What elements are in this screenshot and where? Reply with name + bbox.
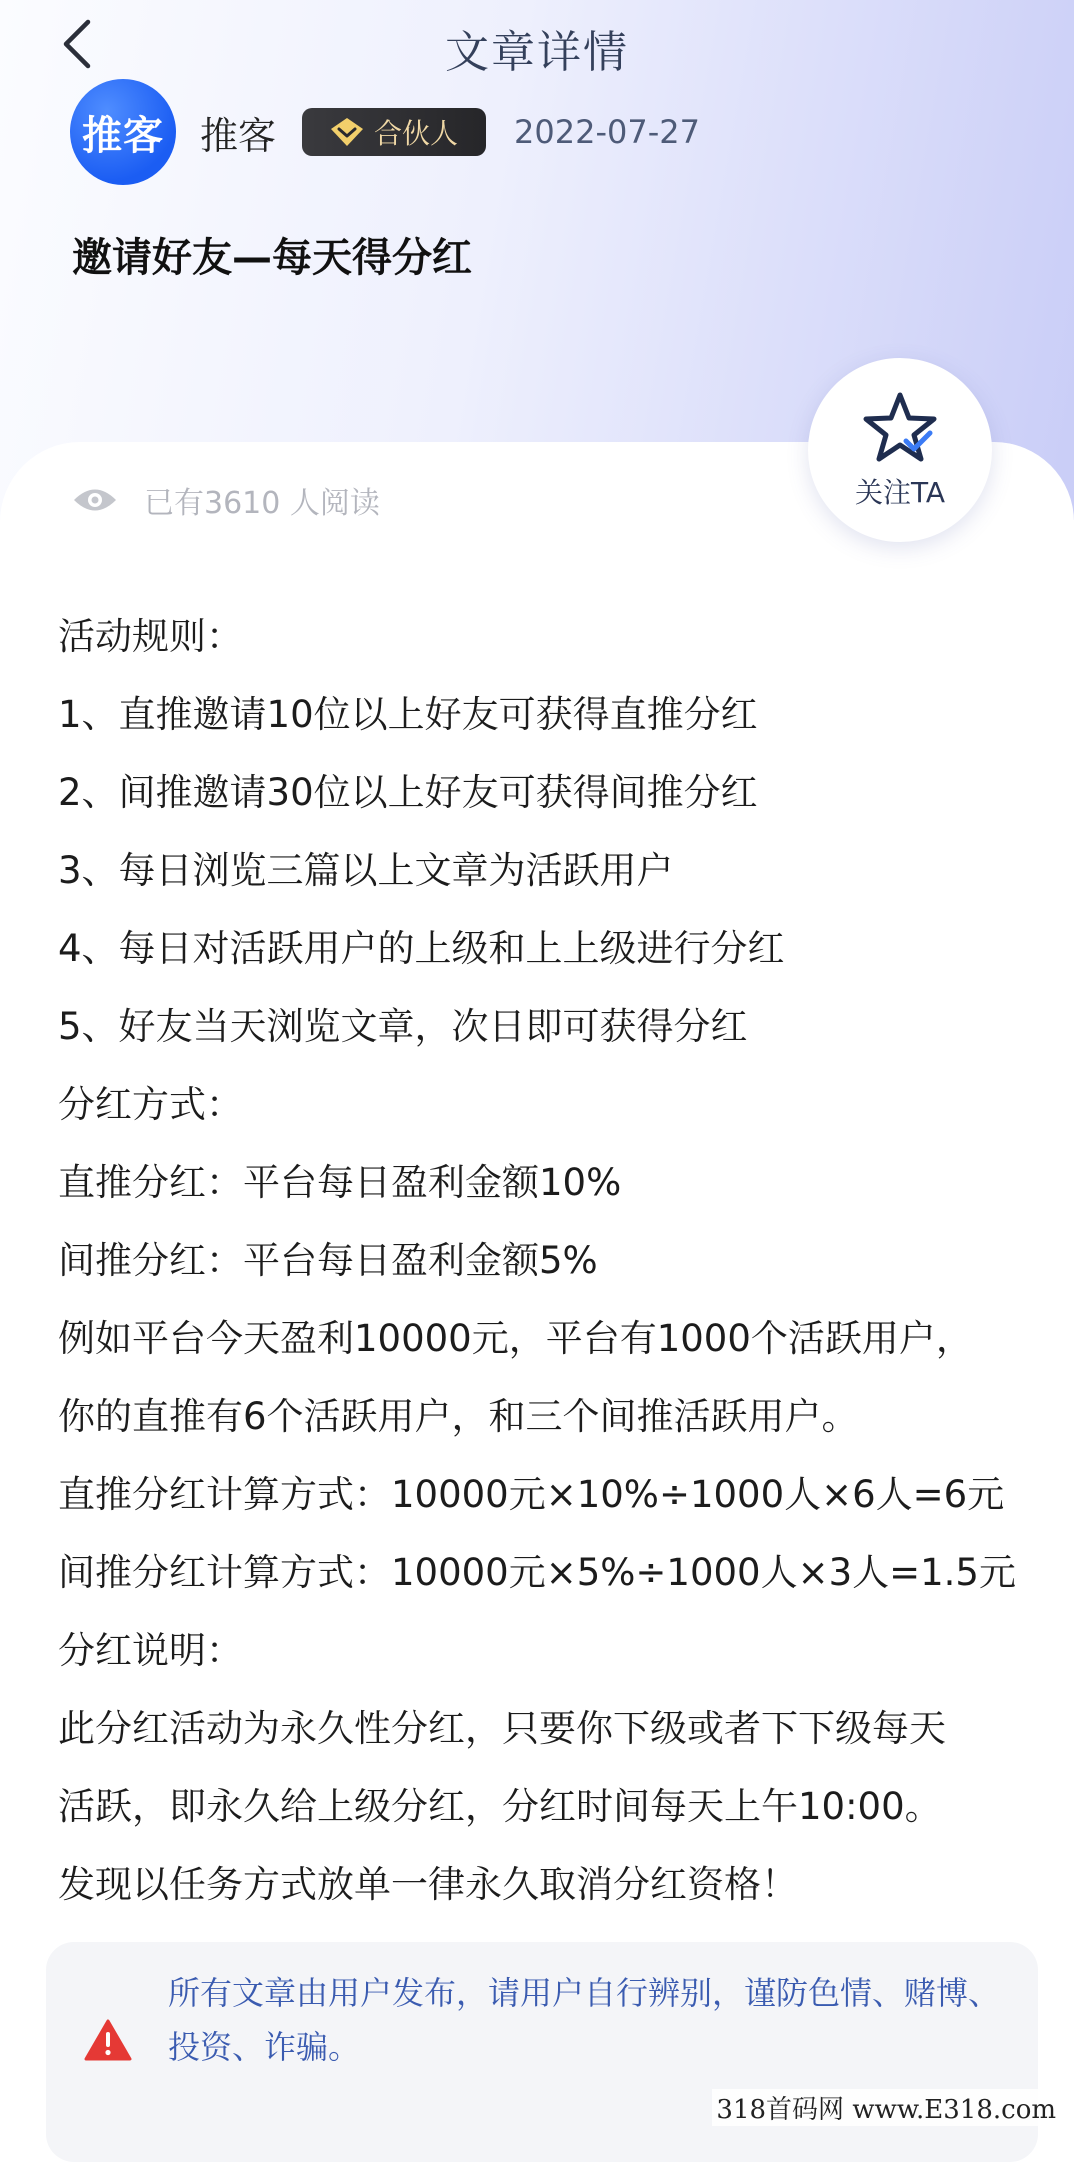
article-body — [58, 598, 1018, 1924]
warning-icon — [84, 2018, 132, 2062]
body-line: 例如平台今天盈利10000元，平台有1000个活跃用户， — [58, 1317, 973, 1360]
body-line: 直推分红：平台每日盈利金额10% — [58, 1161, 622, 1204]
body-line: 间推分红计算方式：10000元×5%÷1000人×3人=1.5元 — [58, 1551, 1016, 1594]
post-date: 2022-07-27 — [514, 113, 700, 151]
page-title: 文章详情 — [445, 27, 629, 78]
article-title: 邀请好友—每天得分红 — [72, 235, 472, 281]
body-line: 3、每日浏览三篇以上文章为活跃用户 — [58, 849, 674, 892]
follow-button[interactable] — [808, 358, 992, 542]
body-line: 发现以任务方式放单一律永久取消分红资格！ — [58, 1863, 798, 1906]
eye-icon — [72, 485, 118, 515]
body-line: 间推分红：平台每日盈利金额5% — [58, 1239, 598, 1282]
avatar-text: 推客 — [82, 112, 164, 159]
body-line: 活跃，即永久给上级分红，分红时间每天上午10:00。 — [58, 1785, 942, 1828]
body-line: 分红方式： — [58, 1083, 243, 1126]
author-row — [70, 78, 700, 186]
body-line: 直推分红计算方式：10000元×10%÷1000人×6人=6元 — [58, 1473, 1005, 1516]
disclaimer-box — [46, 1942, 1038, 2162]
avatar[interactable] — [70, 79, 176, 185]
watermark: 318首码网 www.E318.com — [712, 2089, 1060, 2126]
diamond-icon — [330, 117, 364, 147]
body-line: 2、间推邀请30位以上好友可获得间推分红 — [58, 771, 758, 814]
partner-badge-label: 合伙人 — [374, 117, 459, 150]
body-line: 活动规则： — [58, 615, 243, 658]
disclaimer-text: 所有文章由用户发布，请用户自行辨别，谨防色情、赌博、投资、诈骗。 — [168, 1974, 1001, 2066]
star-icon — [860, 389, 940, 465]
body-line: 5、好友当天浏览文章，次日即可获得分红 — [58, 1005, 748, 1048]
body-line: 1、直推邀请10位以上好友可获得直推分红 — [58, 693, 758, 736]
partner-badge — [302, 108, 486, 156]
body-line: 4、每日对活跃用户的上级和上上级进行分红 — [58, 927, 785, 970]
read-count: 已有3610 人阅读 — [144, 486, 380, 521]
body-line: 分红说明： — [58, 1629, 243, 1672]
author-name[interactable]: 推客 — [200, 113, 277, 158]
body-line: 此分红活动为永久性分红，只要你下级或者下下级每天 — [58, 1707, 946, 1750]
read-count-row — [72, 478, 380, 522]
follow-label: 关注TA — [854, 476, 946, 509]
body-line: 你的直推有6个活跃用户，和三个间推活跃用户。 — [58, 1395, 859, 1438]
